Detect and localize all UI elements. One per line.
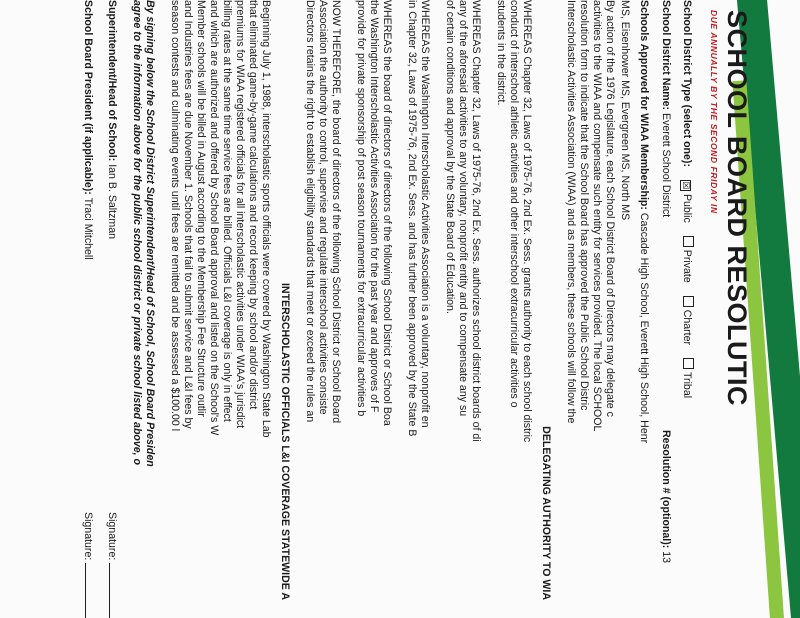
intro-line: resolution form to indicate that the School Board has approved the Public School Distric [578,0,590,411]
header-stripe [705,0,800,618]
whereas-paragraph-4 [354,0,393,618]
schools-approved-value[interactable]: Cascade High School, Everett High School, Henr [638,212,650,444]
signing-statement [130,0,156,618]
intro-line: activities to the WIAA and compensate such entity for services provided. The local SCHOOL [591,0,603,432]
district-name-label: School District Name: [660,0,672,111]
paragraph-line: that eliminated game-by-game calculations and record keeping by school and/or district [247,0,259,410]
checkbox-tribal[interactable] [683,358,694,369]
superintendent-name[interactable]: Ian B. Saltzman [106,164,118,240]
paragraph-line: conduct of interschool athletic activities and other interschool extracurricular activities o [508,0,520,408]
district-type-row [672,0,694,618]
paragraph-line: and Industries fees are due November 1. Schools that fail to submit service and L&I fees by [182,0,194,429]
paragraph-line: the Washington Interscholastic Activities Association for the past year and approves of F [368,0,380,413]
paragraph-line: WHEREAS the Washington Interscholastic Activities Association is a voluntary, nonprofit en [419,0,431,428]
option-public-label: Public [681,193,693,223]
district-name-value[interactable]: Everett School District [660,113,672,218]
superintendent-row [94,0,118,618]
paragraph-line: Association the authority to control, supervise and regulate interschool activities consiste [317,0,329,415]
intro-line: By action of the 1976 Legislature, each School District Board of Directors may delegate c [604,0,616,417]
paragraph-line: and which are authorized and offered by School Board approval and listed on the School's W [208,0,220,436]
superintendent-signature-label: Signature: [106,512,118,561]
paragraph-line: WHEREAS Chapter 32, Laws of 1975-76, 2nd Ex. Sess. authorizes school district boards of di [470,0,482,442]
therefore-paragraph [303,0,342,618]
paragraph-line: NOW THEREFORE, the board of directors of the following School District or School Board [330,0,342,424]
option-private-label: Private [681,249,693,283]
signing-line: agree to the information above for the public school district or private school listed above, o [131,0,143,466]
schools-approved-continuation: MS, Eisenhower MS, Evergreen MS, North MS [619,0,631,221]
officials-paragraph [168,0,272,618]
whereas-paragraph-2 [443,0,482,618]
schools-approved-label: Schools Approved for WIAA Membership: [638,0,650,210]
paragraph-line: of certain conditions and approval by the State Board of Education. [444,0,456,314]
paragraph-line: WHEREAS Chapter 32, Laws of 1975-76, 2nd Ex. Sess. grants authority to each school distric [521,0,533,443]
resolution-number [659,430,672,563]
section-heading-delegating: DELEGATING AUTHORITY TO WIA [540,426,552,600]
whereas-paragraph-3 [405,0,431,618]
paragraph-line: Directors retains the right to establish eligibility standards that meet or exceed the rules an [304,0,316,423]
option-tribal-label: Tribal [681,371,693,399]
page-title: SCHOOL BOARD RESOLUTIC [722,10,752,407]
checkbox-charter[interactable] [683,296,694,307]
paragraph-line: season contests and culminating events until fees are remitted and be assessed a $100.00 l [169,0,181,432]
whereas-paragraph-1 [494,0,533,618]
paragraph-line: Beginning July 1, 1988, interscholastic sports officials were covered by Washington State Lab [260,0,272,438]
option-charter-label: Charter [681,309,693,346]
paragraph-line: any of the aforesaid activities to any voluntary, nonprofit entity and to compensate any su [457,0,469,417]
checkbox-public[interactable]: ☒ [681,181,691,190]
paragraph-line: WHEREAS the board of directors of directors of the following School District or School Boa [381,0,393,426]
district-name-row [650,0,672,618]
paragraph-line: Member schools will be billed in August according to the Membership Fee Structure outlir [195,0,207,417]
board-president-label: School Board President (if applicable): [82,0,94,195]
district-type-label: School District Type (select one): [681,0,693,167]
resolution-label: Resolution # (optional): [660,430,672,549]
signing-line: By signing below the School District Superintendent/Head of School, School Board Presiden [144,0,156,467]
superintendent-signature-field[interactable] [105,512,118,618]
resolution-value[interactable]: 13 [660,551,672,564]
superintendent-label: Superintendent/Head of School: [106,0,118,162]
paragraph-line: students in the district. [495,0,507,106]
form-content [70,0,694,618]
paragraph-line: provide for private sponsorship of post season tournaments for extracurricular activities b [355,0,367,417]
paragraph-line: in Chapter 32, Laws of 1975-76, 2nd Ex. Sess. and has further been approved by the State B [406,0,418,437]
paragraph-line: premiums for WIAA registered officials for all interscholastic activities under WIAA's jurisdict [234,0,246,429]
board-president-signature-field[interactable] [81,512,94,618]
due-notice: DUE ANNUALLY BY THE SECOND FRIDAY IN [709,10,719,214]
intro-paragraph [564,0,616,618]
checkbox-private[interactable] [683,236,694,247]
board-president-row [70,0,94,618]
intro-line: Interscholastic Activities Association (WIAA) and as members, these schools will follow the [565,0,577,424]
schools-approved-block [616,0,650,618]
section-heading-officials: INTERSCHOLASTIC OFFICIALS L&I COVERAGE STATEWIDE A [279,282,291,600]
paragraph-line: billing rates at the same time service fees are billed. Officials L&I coverage is only in effect [221,0,233,422]
board-president-signature-label: Signature: [82,512,94,561]
board-president-name[interactable]: Traci Mitchell [82,197,94,260]
